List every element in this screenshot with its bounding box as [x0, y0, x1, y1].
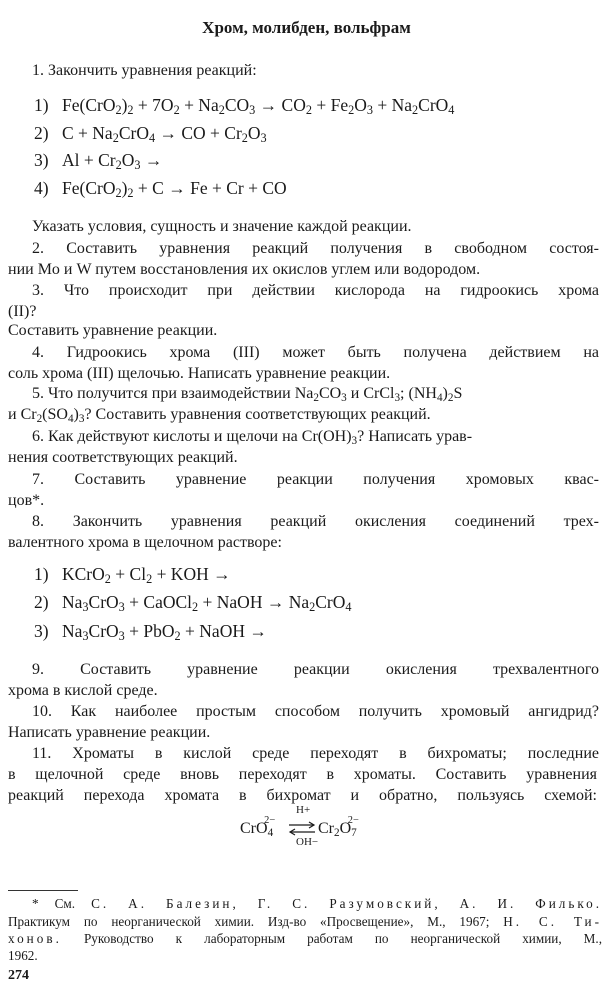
eq-label: 4)	[34, 178, 49, 198]
task-8-line-1: 8. Закончить уравнения реакций окисления соединений трех-	[32, 513, 599, 530]
footnote-rule	[8, 890, 78, 891]
task-4-line-2: соль хрома (III) щелочью. Написать уравнение реакции.	[8, 365, 391, 382]
equation-1-1: 1) $Fe(CrO_2)_2 + 7O_2 + Na_2CO_3 \to CO_2 + Fe_2O_3 + Na_2CrO_4$	[34, 95, 455, 117]
chromate-formula: CrO$_4^{2-}$	[240, 814, 276, 839]
task-10-line-1: 10. Как наиболее простым способом получить хромовый ангидрид?	[32, 703, 599, 720]
task-7-line-1: 7. Составить уравнение реакции получения хромовых квас-	[32, 471, 599, 488]
task-3-line-1: 3. Что происходит при действии кислорода на гидроокись хрома	[32, 282, 599, 299]
footnote-line-2: Практикум по неорганической химии. Изд-во «Просвещение», М., 1967; Н. С. Ти-	[8, 914, 603, 929]
task-11-line-2: в щелочной среде вновь переходят в хроматы. Составить уравнения	[8, 766, 597, 783]
task-6-line-1: 6. Как действуют кислоты и щелочи на $Cr(OH)_3$? Написать урав-	[32, 428, 473, 447]
dichromate-formula: $Cr_2O_7^{2-}$	[318, 814, 359, 839]
task-8-line-2: валентного хрома в щелочном растворе:	[8, 534, 282, 551]
equation-1-3: 3) $Al + Cr_2O_3$ →	[34, 150, 163, 172]
task-7-line-2: цов*.	[8, 492, 45, 509]
task-5-line-1: 5. Что получится при взаимодействии $Na_2CO_3$ и CrCl$_3$; $(NH_4)_2S$	[32, 385, 463, 404]
equation-1-4: 4) $Fe(CrO_2)_2 + C \to Fe + Cr$ + CO	[34, 178, 287, 200]
task-5-line-2: и $Cr_2(SO_4)_3$? Составить уравнения соответствующих реакций.	[8, 406, 431, 425]
task-3-line-3: Составить уравнение реакции.	[8, 322, 218, 339]
task-1-heading: 1. Закончить уравнения реакций:	[32, 62, 257, 79]
task-9-line-2: хрома в кислой среде.	[8, 682, 158, 699]
footnote-line-3: хонов. Руководство к лабораторным работам по неорганической химии, М.,	[8, 931, 602, 946]
eq-label: 1)	[34, 564, 49, 584]
page-number: 274	[8, 968, 29, 983]
task-11-line-1: 11. Хроматы в кислой среде переходят в бихроматы; последние	[32, 745, 599, 762]
scheme-base-label: OH−	[296, 836, 319, 848]
scheme-acid-label: H+	[296, 804, 311, 816]
task-6-line-2: нения соответствующих реакций.	[8, 449, 238, 466]
task-9-line-1: 9. Составить уравнение реакции окисления трехвалентного	[32, 661, 599, 678]
task-10-line-2: Написать уравнение реакции.	[8, 724, 211, 741]
task-2-line-2: нии Mo и W путем восстановления их окислов углем или водородом.	[8, 261, 481, 278]
eq-label: 2)	[34, 123, 49, 143]
task-1-note: Указать условия, сущность и значение каждой реакции.	[32, 218, 412, 235]
page-title: Хром, молибден, вольфрам	[202, 18, 411, 37]
eq-label: 1)	[34, 95, 49, 115]
eq-label: 2)	[34, 592, 49, 612]
eq-label: 3)	[34, 621, 49, 641]
task-2-line-1: 2. Составить уравнения реакций получения в свободном состоя-	[32, 240, 599, 257]
task-4-line-1: 4. Гидроокись хрома (III) может быть получена действием на	[32, 344, 599, 361]
equation-8-1: 1) KCrO$_2$ + $Cl_2$ + KOH →	[34, 564, 231, 586]
task-11-line-3: реакций перехода хромата в бихромат и обратно, пользуясь схемой:	[8, 787, 597, 804]
eq-label: 3)	[34, 150, 49, 170]
equation-8-3: 3) $Na_3CrO_3 + PbO_2$ + NaOH →	[34, 621, 267, 643]
footnote-line-1: * См. С. А. Балезин, Г. С. Разумовский, А. И. Филько.	[32, 896, 602, 911]
footnote-line-4: 1962.	[8, 948, 38, 963]
task-3-line-2: (II)?	[8, 303, 37, 320]
equation-1-2: 2) $C + Na_2CrO_4$ → CO + $Cr_2O_3$	[34, 123, 267, 145]
chromate-scheme	[240, 804, 380, 852]
equation-8-2: 2) $Na_3CrO_3$ + CaOCl$_2$ + NaOH → $Na_2CrO_4$	[34, 592, 352, 614]
